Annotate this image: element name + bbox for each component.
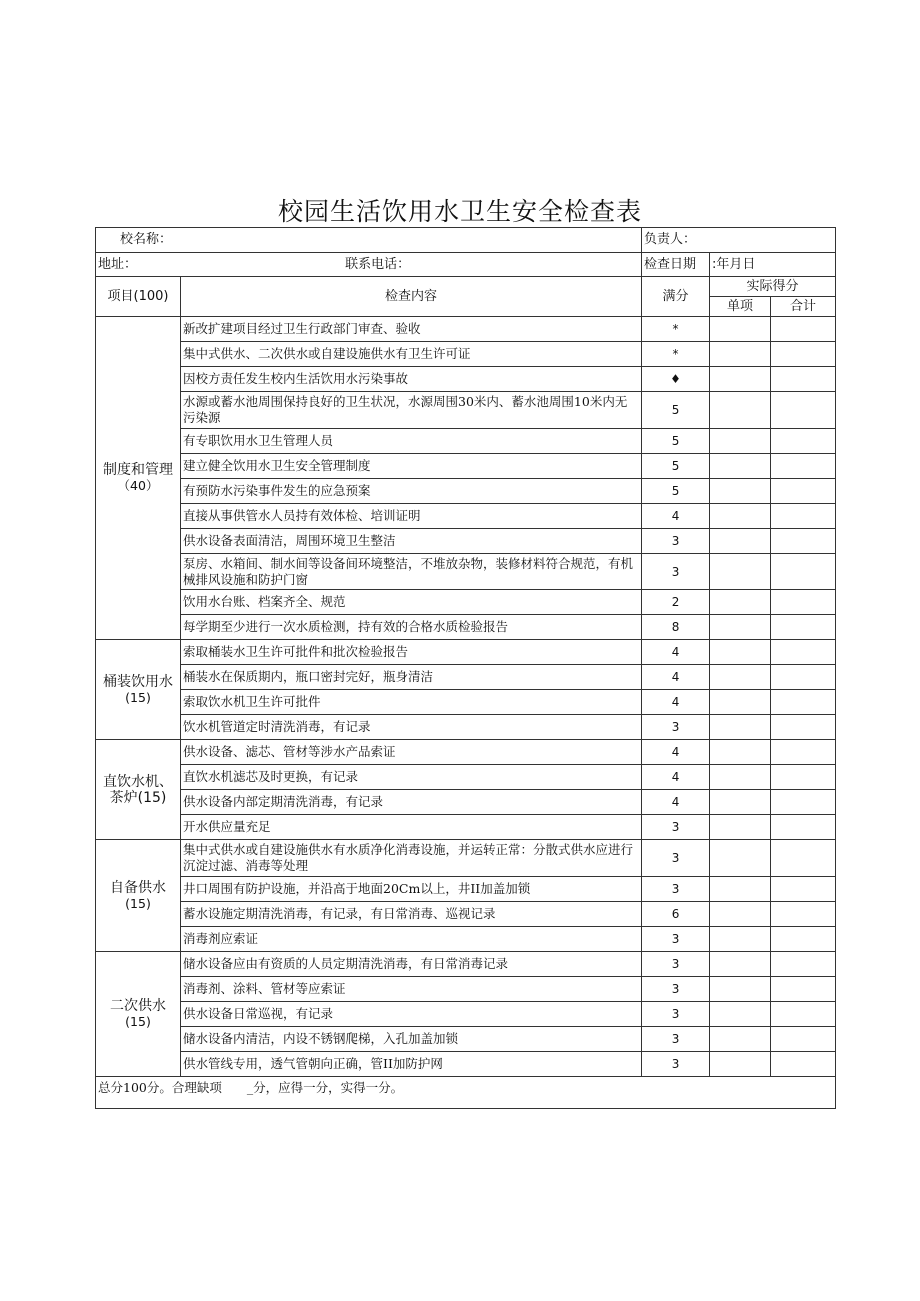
check-item-text: 桶装水在保质期内，瓶口密封完好，瓶身清洁 [181,665,642,690]
single-score-input[interactable] [710,367,771,392]
check-item-text: 水源或蓄水池周围保持良好的卫生状况，水源周围30米内、蓄水池周围10米内无污染源 [181,392,642,429]
total-score-input[interactable] [771,615,836,640]
total-score-input[interactable] [771,392,836,429]
total-score-input[interactable] [771,479,836,504]
table-row [96,504,836,529]
single-score-input[interactable] [710,1002,771,1027]
single-score-input[interactable] [710,317,771,342]
check-item-text: 消毒剂应索证 [181,927,642,952]
check-item-text: 蓄水设施定期清洗消毒，有记录，有日常消毒、巡视记录 [181,902,642,927]
table-row [96,454,836,479]
check-item-text: 饮水机管道定时清洗消毒，有记录 [181,715,642,740]
category-cell [96,952,181,1077]
full-score-value: 4 [642,504,710,529]
single-column-header: 单项 [710,297,771,317]
check-item-text: 集中式供水或自建设施供水有水质净化消毒设施，并运转正常：分散式供水应进行沉淀过滤、消毒等处理 [181,840,642,877]
full-score-value: 4 [642,690,710,715]
full-score-value: 5 [642,479,710,504]
table-row [96,740,836,765]
responsible-field[interactable] [642,228,836,253]
full-score-value: 3 [642,840,710,877]
single-score-input[interactable] [710,342,771,367]
check-item-text: 消毒剂、涂料、管材等应索证 [181,977,642,1002]
table-row [96,840,836,877]
check-item-text: 供水管线专用，透气管朝向正确，管II加防护网 [181,1052,642,1077]
category-weight: (15) [125,1014,151,1029]
full-score-value: 3 [642,1052,710,1077]
total-score-input[interactable] [771,765,836,790]
total-score-input[interactable] [771,1002,836,1027]
category-cell [96,740,181,840]
check-item-text: 开水供应量充足 [181,815,642,840]
check-item-text: 供水设备、滤芯、管材等涉水产品索证 [181,740,642,765]
total-score-input[interactable] [771,554,836,590]
total-score-input[interactable] [771,877,836,902]
check-item-text: 供水设备内部定期清洗消毒，有记录 [181,790,642,815]
phone-label: 联系电话： [345,256,411,272]
single-score-input[interactable] [710,479,771,504]
check-item-text: 直饮水机滤芯及时更换，有记录 [181,765,642,790]
check-item-text: 每学期至少进行一次水质检测，持有效的合格水质检验报告 [181,615,642,640]
date-label-cell [642,253,710,277]
school-row [96,228,836,253]
inspection-table [95,227,836,1109]
single-score-input[interactable] [710,740,771,765]
school-name-label: 校名称： [120,232,173,247]
check-item-text: 直接从事供管水人员持有效体检、培训证明 [181,504,642,529]
total-score-input[interactable] [771,815,836,840]
date-value: :年月日 [712,256,756,272]
table-row [96,529,836,554]
actual-score-column-header: 实际得分 [710,277,836,297]
table-row [96,765,836,790]
full-score-value: 4 [642,765,710,790]
total-score-input[interactable] [771,690,836,715]
single-score-input[interactable] [710,454,771,479]
category-cell [96,640,181,740]
single-score-input[interactable] [710,554,771,590]
check-item-text: 储水设备应由有资质的人员定期清洗消毒，有日常消毒记录 [181,952,642,977]
single-score-input[interactable] [710,504,771,529]
table-row [96,902,836,927]
check-item-text: 因校方责任发生校内生活饮用水污染事故 [181,367,642,392]
table-row [96,392,836,429]
single-score-input[interactable] [710,1052,771,1077]
full-score-value: 6 [642,902,710,927]
total-score-input[interactable] [771,454,836,479]
full-score-value: * [642,342,710,367]
full-score-value: 2 [642,590,710,615]
full-score-value: ♦ [642,367,710,392]
full-score-value: 3 [642,952,710,977]
category-weight: （40） [117,478,159,493]
page-title: 校园生活饮用水卫生安全检查表 [277,197,642,226]
total-score-input[interactable] [771,504,836,529]
table-row [96,715,836,740]
total-score-input[interactable] [771,665,836,690]
full-score-value: 4 [642,640,710,665]
full-score-value: 5 [642,429,710,454]
table-row [96,367,836,392]
full-score-value: * [642,317,710,342]
table-row [96,342,836,367]
full-score-column-header: 满分 [642,277,710,317]
full-score-value: 3 [642,529,710,554]
address-label: 地址： [98,256,138,272]
full-score-value: 3 [642,1002,710,1027]
check-item-text: 集中式供水、二次供水或自建设施供水有卫生许可证 [181,342,642,367]
single-score-input[interactable] [710,640,771,665]
total-score-input[interactable] [771,529,836,554]
check-item-text: 供水设备日常巡视，有记录 [181,1002,642,1027]
single-score-input[interactable] [710,902,771,927]
table-row [96,1052,836,1077]
address-row [96,253,836,277]
single-score-input[interactable] [710,690,771,715]
total-score-input[interactable] [771,977,836,1002]
table-row [96,429,836,454]
table-row [96,317,836,342]
full-score-value: 4 [642,665,710,690]
table-row [96,1027,836,1052]
check-item-text: 储水设备内清洁，内设不锈钢爬梯，入孔加盖加锁 [181,1027,642,1052]
single-score-input[interactable] [710,590,771,615]
total-score-input[interactable] [771,740,836,765]
single-score-input[interactable] [710,927,771,952]
category-name: 自备供水 [110,879,166,896]
content-column-header: 检查内容 [181,277,642,317]
category-cell [96,840,181,952]
check-item-text: 有专职饮用水卫生管理人员 [181,429,642,454]
footer-row [96,1077,836,1109]
table-row [96,665,836,690]
total-score-input[interactable] [771,367,836,392]
table-row [96,815,836,840]
single-score-input[interactable] [710,615,771,640]
full-score-value: 3 [642,815,710,840]
total-score-input[interactable] [771,1027,836,1052]
category-name: 二次供水 [110,998,166,1014]
category-name: 制度和管理 [103,462,173,478]
single-score-input[interactable] [710,765,771,790]
check-item-text: 索取桶装水卫生许可批件和批次检验报告 [181,640,642,665]
single-score-input[interactable] [710,877,771,902]
single-score-input[interactable] [710,790,771,815]
check-item-text: 有预防水污染事件发生的应急预案 [181,479,642,504]
full-score-value: 3 [642,927,710,952]
project-column-header: 项目(100) [96,277,181,317]
total-summary-text: 总分100分。合理缺项 _分，应得一分，实得一分。 [96,1077,836,1109]
responsible-label: 负责人： [644,232,697,247]
full-score-value: 4 [642,790,710,815]
check-item-text: 泵房、水箱间、制水间等设备间环境整洁，不堆放杂物，装修材料符合规范，有机械排风设施和防护门窗 [181,554,642,590]
total-score-input[interactable] [771,790,836,815]
single-score-input[interactable] [710,665,771,690]
total-score-input[interactable] [771,317,836,342]
table-row [96,790,836,815]
table-row [96,1002,836,1027]
total-score-input[interactable] [771,429,836,454]
check-item-text: 供水设备表面清洁，周围环境卫生整洁 [181,529,642,554]
full-score-value: 5 [642,392,710,429]
single-score-input[interactable] [710,952,771,977]
single-score-input[interactable] [710,429,771,454]
total-column-header: 合计 [771,297,836,317]
school-name-field[interactable] [96,228,642,253]
table-row [96,977,836,1002]
table-row [96,927,836,952]
full-score-value: 3 [642,877,710,902]
check-item-text: 新改扩建项目经过卫生行政部门审查、验收 [181,317,642,342]
single-score-input[interactable] [710,715,771,740]
category-name: 桶装饮用水 [103,673,173,690]
total-score-input[interactable] [771,715,836,740]
check-item-text: 井口周围有防护设施，并沿高于地面20Cm以上，井II加盖加锁 [181,877,642,902]
category-weight: (15) [125,895,151,911]
category-cell [96,317,181,640]
total-score-input[interactable] [771,342,836,367]
check-item-text: 索取饮水机卫生许可批件 [181,690,642,715]
full-score-value: 3 [642,1027,710,1052]
single-score-input[interactable] [710,529,771,554]
category-name: 直饮水机、 [103,773,173,790]
full-score-value: 8 [642,615,710,640]
full-score-value: 3 [642,715,710,740]
total-score-input[interactable] [771,590,836,615]
date-field[interactable] [710,253,836,277]
total-score-input[interactable] [771,640,836,665]
category-weight: (15) [125,689,151,705]
table-row [96,615,836,640]
full-score-value: 5 [642,454,710,479]
single-score-input[interactable] [710,977,771,1002]
total-score-input[interactable] [771,927,836,952]
column-header-row [96,277,836,297]
full-score-value: 3 [642,977,710,1002]
table-row [96,640,836,665]
check-item-text: 饮用水台账、档案齐全、规范 [181,590,642,615]
category-name: 茶炉(15) [109,789,167,806]
table-row [96,479,836,504]
full-score-value: 3 [642,554,710,590]
single-score-input[interactable] [710,815,771,840]
table-row [96,952,836,977]
table-row [96,590,836,615]
address-phone-field[interactable] [96,253,642,277]
single-score-input[interactable] [710,392,771,429]
table-row [96,877,836,902]
single-score-input[interactable] [710,1027,771,1052]
total-score-input[interactable] [771,952,836,977]
total-score-input[interactable] [771,840,836,877]
table-row [96,554,836,590]
date-label: 检查日期 [644,256,697,272]
table-row [96,690,836,715]
check-item-text: 建立健全饮用水卫生安全管理制度 [181,454,642,479]
full-score-value: 4 [642,740,710,765]
single-score-input[interactable] [710,840,771,877]
total-score-input[interactable] [771,1052,836,1077]
total-score-input[interactable] [771,902,836,927]
